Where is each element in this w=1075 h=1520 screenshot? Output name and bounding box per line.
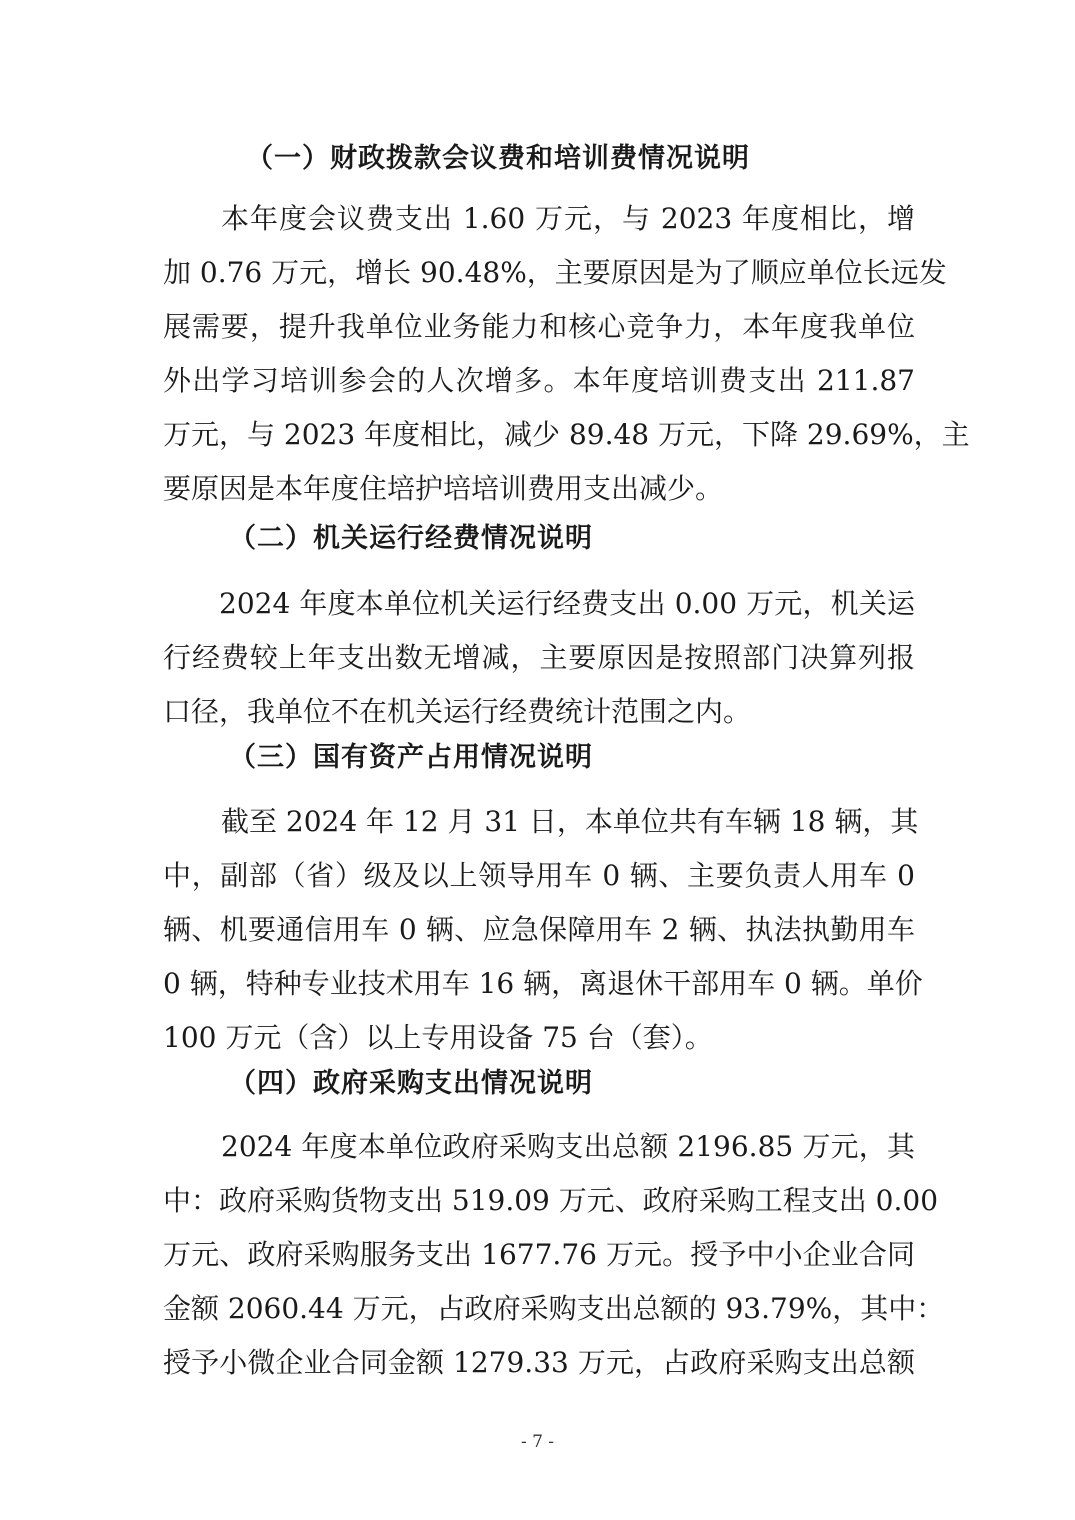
paragraph-line: 2024 年度本单位政府采购支出总额 2196.85 万元，其 bbox=[221, 1130, 915, 1163]
paragraph-line: 中，副部（省）级及以上领导用车 0 辆、主要负责人用车 0 bbox=[163, 859, 915, 892]
paragraph-line: 授予小微企业合同金额 1279.33 万元，占政府采购支出总额 bbox=[163, 1346, 915, 1379]
paragraph-line: 外出学习培训参会的人次增多。本年度培训费支出 211.87 bbox=[163, 364, 915, 397]
paragraph-government-procurement bbox=[163, 1120, 945, 1390]
paragraph-line: 0 辆，特种专业技术用车 16 辆，离退休干部用车 0 辆。单价 bbox=[163, 967, 923, 1000]
paragraph-line: 截至 2024 年 12 月 31 日，本单位共有车辆 18 辆，其 bbox=[221, 805, 919, 838]
section-heading-meeting-training: （一）财政拨款会议费和培训费情况说明 bbox=[246, 143, 750, 174]
paragraph-line: 中：政府采购货物支出 519.09 万元、政府采购工程支出 0.00 bbox=[163, 1184, 939, 1217]
page-number: - 7 - bbox=[520, 1432, 555, 1452]
section-heading-operating-expenses: （二）机关运行经费情况说明 bbox=[229, 523, 593, 554]
paragraph-line: 万元、政府采购服务支出 1677.76 万元。授予中小企业合同 bbox=[163, 1238, 915, 1271]
paragraph-line: 展需要，提升我单位业务能力和核心竞争力，本年度我单位 bbox=[163, 310, 915, 343]
paragraph-state-assets bbox=[163, 795, 923, 1065]
paragraph-line: 加 0.76 万元，增长 90.48%，主要原因是为了顺应单位长远发 bbox=[163, 256, 947, 289]
paragraph-line: 万元，与 2023 年度相比，减少 89.48 万元，下降 29.69%，主 bbox=[163, 418, 970, 451]
paragraph-line: 要原因是本年度住培护培培训费用支出减少。 bbox=[163, 472, 724, 505]
paragraph-line: 金额 2060.44 万元，占政府采购支出总额的 93.79%，其中： bbox=[163, 1292, 945, 1325]
paragraph-line: 口径，我单位不在机关运行经费统计范围之内。 bbox=[163, 695, 752, 728]
paragraph-line: 2024 年度本单位机关运行经费支出 0.00 万元，机关运 bbox=[219, 587, 915, 620]
paragraph-operating-expenses bbox=[163, 577, 915, 739]
section-heading-state-assets: （三）国有资产占用情况说明 bbox=[229, 742, 593, 773]
section-heading-government-procurement: （四）政府采购支出情况说明 bbox=[229, 1068, 593, 1099]
paragraph-meeting-training bbox=[163, 192, 970, 516]
paragraph-line: 辆、机要通信用车 0 辆、应急保障用车 2 辆、执法执勤用车 bbox=[163, 913, 915, 946]
paragraph-line: 本年度会议费支出 1.60 万元，与 2023 年度相比，增 bbox=[221, 202, 915, 235]
paragraph-line: 行经费较上年支出数无增减，主要原因是按照部门决算列报 bbox=[163, 641, 915, 674]
paragraph-line: 100 万元（含）以上专用设备 75 台（套）。 bbox=[163, 1021, 713, 1054]
